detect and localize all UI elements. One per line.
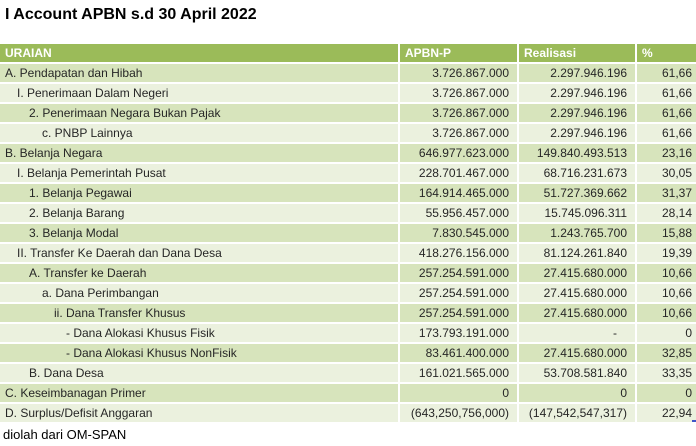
cell-pct[interactable]: 61,66	[635, 64, 696, 84]
row-label[interactable]: ii. Dana Transfer Khusus	[0, 304, 398, 324]
cell-realisasi[interactable]: 27.415.680.000	[517, 264, 635, 284]
cell-apbnp[interactable]: 228.701.467.000	[398, 164, 517, 184]
column-header-realisasi[interactable]: Realisasi	[517, 44, 635, 64]
cell-realisasi[interactable]: 27.415.680.000	[517, 304, 635, 324]
cell-pct[interactable]: 15,88	[635, 224, 696, 244]
cell-apbnp[interactable]: 0	[398, 384, 517, 404]
cell-realisasi[interactable]: 81.124.261.840	[517, 244, 635, 264]
row-label[interactable]: C. Keseimbanagan Primer	[0, 384, 398, 404]
cell-realisasi[interactable]: 15.745.096.311	[517, 204, 635, 224]
cell-pct[interactable]: 61,66	[635, 84, 696, 104]
cell-pct[interactable]: 30,05	[635, 164, 696, 184]
cell-realisasi[interactable]: -	[517, 324, 635, 344]
table-row	[0, 84, 696, 104]
cell-realisasi[interactable]: 2.297.946.196	[517, 124, 635, 144]
selection-handle-artifact	[692, 420, 696, 424]
report-table	[0, 44, 696, 424]
cell-pct[interactable]: 10,66	[635, 264, 696, 284]
cell-pct[interactable]: 0	[635, 384, 696, 404]
cell-apbnp[interactable]: (643,250,756,000)	[398, 404, 517, 424]
cell-realisasi[interactable]: 51.727.369.662	[517, 184, 635, 204]
row-label[interactable]: D. Surplus/Defisit Anggaran	[0, 404, 398, 424]
row-label[interactable]: B. Belanja Negara	[0, 144, 398, 164]
cell-realisasi[interactable]: 27.415.680.000	[517, 344, 635, 364]
cell-realisasi[interactable]: 2.297.946.196	[517, 64, 635, 84]
row-label[interactable]: 2. Penerimaan Negara Bukan Pajak	[0, 104, 398, 124]
cell-apbnp[interactable]: 164.914.465.000	[398, 184, 517, 204]
row-label[interactable]: I. Belanja Pemerintah Pusat	[0, 164, 398, 184]
row-label[interactable]: c. PNBP Lainnya	[0, 124, 398, 144]
table-row	[0, 164, 696, 184]
row-label[interactable]: - Dana Alokasi Khusus Fisik	[0, 324, 398, 344]
cell-realisasi[interactable]: 27.415.680.000	[517, 284, 635, 304]
cell-pct[interactable]: 23,16	[635, 144, 696, 164]
cell-apbnp[interactable]: 83.461.400.000	[398, 344, 517, 364]
row-label[interactable]: 3. Belanja Modal	[0, 224, 398, 244]
table-row	[0, 264, 696, 284]
cell-pct[interactable]: 0	[635, 324, 696, 344]
cell-pct[interactable]: 33,35	[635, 364, 696, 384]
cell-realisasi[interactable]: 2.297.946.196	[517, 104, 635, 124]
row-label[interactable]: a. Dana Perimbangan	[0, 284, 398, 304]
cell-apbnp[interactable]: 257.254.591.000	[398, 304, 517, 324]
table-row	[0, 184, 696, 204]
cell-realisasi[interactable]: (147,542,547,317)	[517, 404, 635, 424]
cell-pct[interactable]: 10,66	[635, 304, 696, 324]
table-row	[0, 144, 696, 164]
table-row	[0, 64, 696, 84]
cell-pct[interactable]: 22,94	[635, 404, 696, 424]
cell-realisasi[interactable]: 68.716.231.673	[517, 164, 635, 184]
column-header-uraian[interactable]: URAIAN	[0, 44, 398, 64]
cell-realisasi[interactable]: 149.840.493.513	[517, 144, 635, 164]
cell-apbnp[interactable]: 418.276.156.000	[398, 244, 517, 264]
row-label[interactable]: I. Penerimaan Dalam Negeri	[0, 84, 398, 104]
row-label[interactable]: B. Dana Desa	[0, 364, 398, 384]
column-header-pct[interactable]: %	[635, 44, 696, 64]
table-row	[0, 404, 696, 424]
table-row	[0, 124, 696, 144]
cell-realisasi[interactable]: 1.243.765.700	[517, 224, 635, 244]
cell-apbnp[interactable]: 3.726.867.000	[398, 64, 517, 84]
page-title: I Account APBN s.d 30 April 2022	[5, 6, 257, 23]
table-row	[0, 244, 696, 264]
cell-apbnp[interactable]: 3.726.867.000	[398, 84, 517, 104]
table-row	[0, 324, 696, 344]
cell-realisasi[interactable]: 2.297.946.196	[517, 84, 635, 104]
cell-apbnp[interactable]: 7.830.545.000	[398, 224, 517, 244]
table-row	[0, 204, 696, 224]
row-label[interactable]: II. Transfer Ke Daerah dan Dana Desa	[0, 244, 398, 264]
row-label[interactable]: 2. Belanja Barang	[0, 204, 398, 224]
cell-pct[interactable]: 10,66	[635, 284, 696, 304]
table-row	[0, 384, 696, 404]
cell-apbnp[interactable]: 55.956.457.000	[398, 204, 517, 224]
table-row	[0, 104, 696, 124]
cell-apbnp[interactable]: 3.726.867.000	[398, 104, 517, 124]
table-row	[0, 304, 696, 324]
source-note: diolah dari OM-SPAN	[3, 427, 127, 442]
cell-pct[interactable]: 61,66	[635, 104, 696, 124]
table-row	[0, 344, 696, 364]
table-header-row	[0, 44, 696, 64]
row-label[interactable]: A. Transfer ke Daerah	[0, 264, 398, 284]
cell-pct[interactable]: 19,39	[635, 244, 696, 264]
cell-apbnp[interactable]: 646.977.623.000	[398, 144, 517, 164]
row-label[interactable]: A. Pendapatan dan Hibah	[0, 64, 398, 84]
cell-realisasi[interactable]: 53.708.581.840	[517, 364, 635, 384]
cell-realisasi[interactable]: 0	[517, 384, 635, 404]
column-header-apbnp[interactable]: APBN-P	[398, 44, 517, 64]
table-row	[0, 224, 696, 244]
cell-apbnp[interactable]: 161.021.565.000	[398, 364, 517, 384]
cell-apbnp[interactable]: 3.726.867.000	[398, 124, 517, 144]
cell-apbnp[interactable]: 257.254.591.000	[398, 284, 517, 304]
row-label[interactable]: - Dana Alokasi Khusus NonFisik	[0, 344, 398, 364]
cell-pct[interactable]: 28,14	[635, 204, 696, 224]
table-row	[0, 364, 696, 384]
cell-pct[interactable]: 32,85	[635, 344, 696, 364]
cell-apbnp[interactable]: 173.793.191.000	[398, 324, 517, 344]
cell-apbnp[interactable]: 257.254.591.000	[398, 264, 517, 284]
cell-pct[interactable]: 31,37	[635, 184, 696, 204]
table-row	[0, 284, 696, 304]
cell-pct[interactable]: 61,66	[635, 124, 696, 144]
row-label[interactable]: 1. Belanja Pegawai	[0, 184, 398, 204]
